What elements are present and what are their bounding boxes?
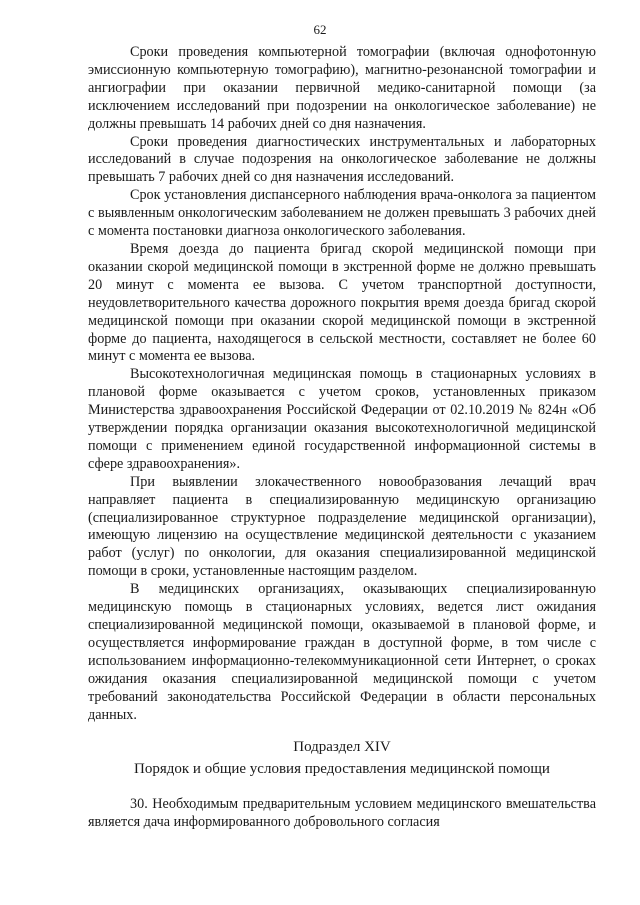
- paragraph-waiting-list: В медицинских организациях, оказывающих специализированную медицинскую помощь в стационарных условиях, ведется лист ожидания специализированной медицинской помощи, оказываемой в плановой форме, и осуществляется информирование граждан в доступной форме, в том числе с использованием информационно-телекоммуникационной сети Интернет, о сроках ожидания оказания специализированной медицинской помощи с учетом требований законодательства Российской Федерации в области персональных данных.: [88, 581, 596, 723]
- paragraph-ct-mri-deadlines: Сроки проведения компьютерной томографии (включая однофотонную эмиссионную компьютерную томографию), магнитно-резонансной томографии и ангиографии при оказании первичной медико-санитарной помощи (за исключением исследований при подозрении на онкологическое заболевание) не должны превышать 14 рабочих дней со дня назначения.: [88, 44, 596, 132]
- paragraph-oncologist-observation: Срок установления диспансерного наблюдения врача-онколога за пациентом с выявленным онкологическим заболеванием не должен превышать 3 рабочих дней с момента постановки диагноза онкологического заболевания.: [88, 187, 596, 240]
- paragraph-malignancy-referral: При выявлении злокачественного новообразования лечащий врач направляет пациента в специализированную медицинскую организацию (специализированное структурное подразделение медицинской организации), имеющую лицензию на осуществление медицинской деятельности с указанием работ (услуг) по онкологии, для оказания специализированной медицинской помощи в сроки, установленные настоящим разделом.: [88, 473, 596, 580]
- paragraph-ambulance-arrival-time: Время доезда до пациента бригад скорой медицинской помощи при оказании скорой медицинской помощи в экстренной форме не должно превышать 20 минут с момента ее вызова. С учетом транспортной доступности, неудовлетворительного качества дорожного покрытия время доезда бригад скорой медицинской помощи при оказании скорой медицинской помощи в экстренной форме до пациента, находящегося в сельской местности, составляет не более 60 минут с момента ее вызова.: [88, 240, 596, 365]
- paragraph-section-30: 30. Необходимым предварительным условием медицинского вмешательства является дача информированного добровольного согласия: [88, 796, 596, 831]
- subsection-number: Подраздел XIV: [293, 739, 391, 756]
- subsection-title: Порядок и общие условия предоставления медицинской помощи: [134, 761, 550, 778]
- document-body: [88, 44, 596, 832]
- paragraph-high-tech-care: Высокотехнологичная медицинская помощь в стационарных условиях в плановой форме оказывается с учетом сроков, установленных приказом Министерства здравоохранения Российской Федерации от 02.10.2019 № 824н «Об утверждении порядка организации оказания высокотехнологичной медицинской помощи с применением единой государственной информационной системы в сфере здравоохранения».: [88, 366, 596, 472]
- paragraph-diagnostic-deadlines: Сроки проведения диагностических инструментальных и лабораторных исследований в случае подозрения на онкологическое заболевание не должны превышать 7 рабочих дней со дня назначения исследований.: [88, 133, 596, 186]
- page-number: 62: [313, 22, 327, 37]
